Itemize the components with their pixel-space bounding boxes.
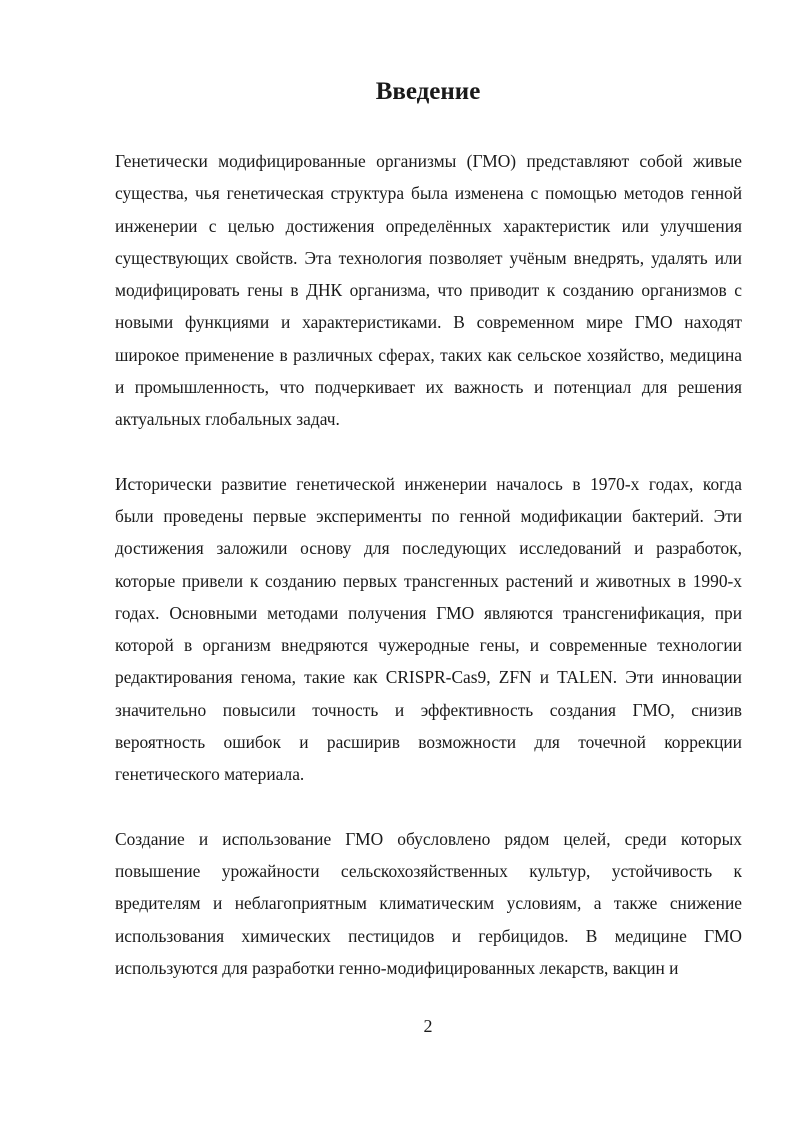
page-number: 2 — [423, 1016, 433, 1036]
paragraph-3: Создание и использование ГМО обусловлено рядом целей, среди которых повышение урожайности сельскохозяйственных культур, устойчивость к вредителям и неблагоприятным климатическим условиям, а также снижение использования химических пестицидов и гербицидов. В медицине ГМО используются для разработки генно-модифицированных лекарств, вакцин и — [115, 828, 742, 978]
paragraph-2: Исторически развитие генетической инженерии началось в 1970-х годах, когда были проведены первые эксперименты по генной модификации бактерий. Эти достижения заложили основу для последующих исследований и разработок, которые привели к созданию первых трансгенных растений и животных в 1990-х годах. Основными методами получения ГМО являются трансгенификация, при которой в организм внедряются чужеродные гены, и современные технологии редактирования генома, такие как CRISPR-Cas9, ZFN и TALEN. Эти инновации значительно повысили точность и эффективность создания ГМО, снизив вероятность ошибок и расширив возможности для точечной коррекции генетического материала. — [115, 473, 742, 785]
paragraph-1: Генетически модифицированные организмы (ГМО) представляют собой живые существа, чья генетическая структура была изменена с помощью методов генной инженерии с целью достижения определённых характеристик или улучшения существующих свойств. Эта технология позволяет учёным внедрять, удалять или модифицировать гены в ДНК организма, что приводит к созданию организмов с новыми функциями и характеристиками. В современном мире ГМО находят широкое применение в различных сферах, таких как сельское хозяйство, медицина и промышленность, что подчеркивает их важность и потенциал для решения актуальных глобальных задач. — [115, 151, 742, 430]
document-body — [115, 145, 742, 1016]
page-title: Введение — [375, 78, 481, 105]
